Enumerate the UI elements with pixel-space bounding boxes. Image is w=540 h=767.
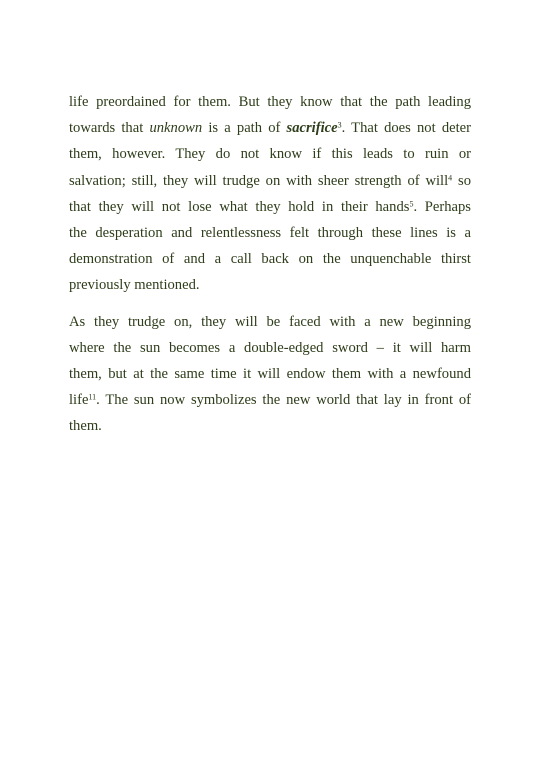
- text-run: them.: [69, 418, 102, 435]
- text-run: . Perhaps: [413, 198, 471, 215]
- text-line: [69, 413, 471, 439]
- body-text: [69, 89, 471, 440]
- text-run: life: [69, 392, 89, 409]
- text-line: [69, 141, 471, 167]
- footnote-marker: 3: [337, 120, 342, 130]
- text-line: [69, 272, 471, 298]
- text-run: where the sun becomes a double-edged sword – it will harm: [69, 339, 471, 356]
- text-line: [69, 335, 471, 361]
- text-run: demonstration of and a call back on the unquenchable thirst: [69, 251, 471, 268]
- text-run: life preordained for them. But they know that the path leading: [69, 94, 471, 110]
- text-line: [69, 246, 471, 272]
- text-run: towards that: [69, 120, 150, 137]
- text-run: the desperation and relentlessness felt through these lines is a: [69, 225, 471, 242]
- paragraph: [69, 89, 471, 299]
- text-line: [69, 361, 471, 387]
- text-run: is a path of: [202, 120, 287, 137]
- text-run: them, however. They do not know if this leads to ruin or: [69, 146, 471, 163]
- text-line: [69, 89, 471, 115]
- text-run: salvation; still, they will trudge on with sheer strength of will: [69, 172, 449, 189]
- paragraph: [69, 309, 471, 440]
- emphasis-italic: unknown: [149, 120, 203, 137]
- text-line: [69, 309, 471, 335]
- text-line: [69, 220, 471, 246]
- text-run: so: [452, 172, 472, 189]
- text-line: [69, 168, 471, 194]
- text-run: As they trudge on, they will be faced with a new beginning: [69, 313, 471, 330]
- text-line: [69, 194, 471, 220]
- text-line: [69, 387, 471, 413]
- text-line: [69, 115, 471, 141]
- text-run: . That does not deter: [341, 120, 471, 137]
- text-run: them, but at the same time it will endow them with a newfound: [69, 366, 471, 383]
- footnote-marker: 11: [88, 392, 97, 402]
- text-run: . The sun now symbolizes the new world that lay in front of: [96, 392, 471, 409]
- text-run: that they will not lose what they hold in their hands: [69, 198, 410, 215]
- footnote-marker: 5: [409, 199, 414, 209]
- emphasis-bold-italic: sacrifice: [286, 120, 338, 137]
- text-run: previously mentioned.: [69, 277, 200, 294]
- footnote-marker: 4: [448, 173, 453, 183]
